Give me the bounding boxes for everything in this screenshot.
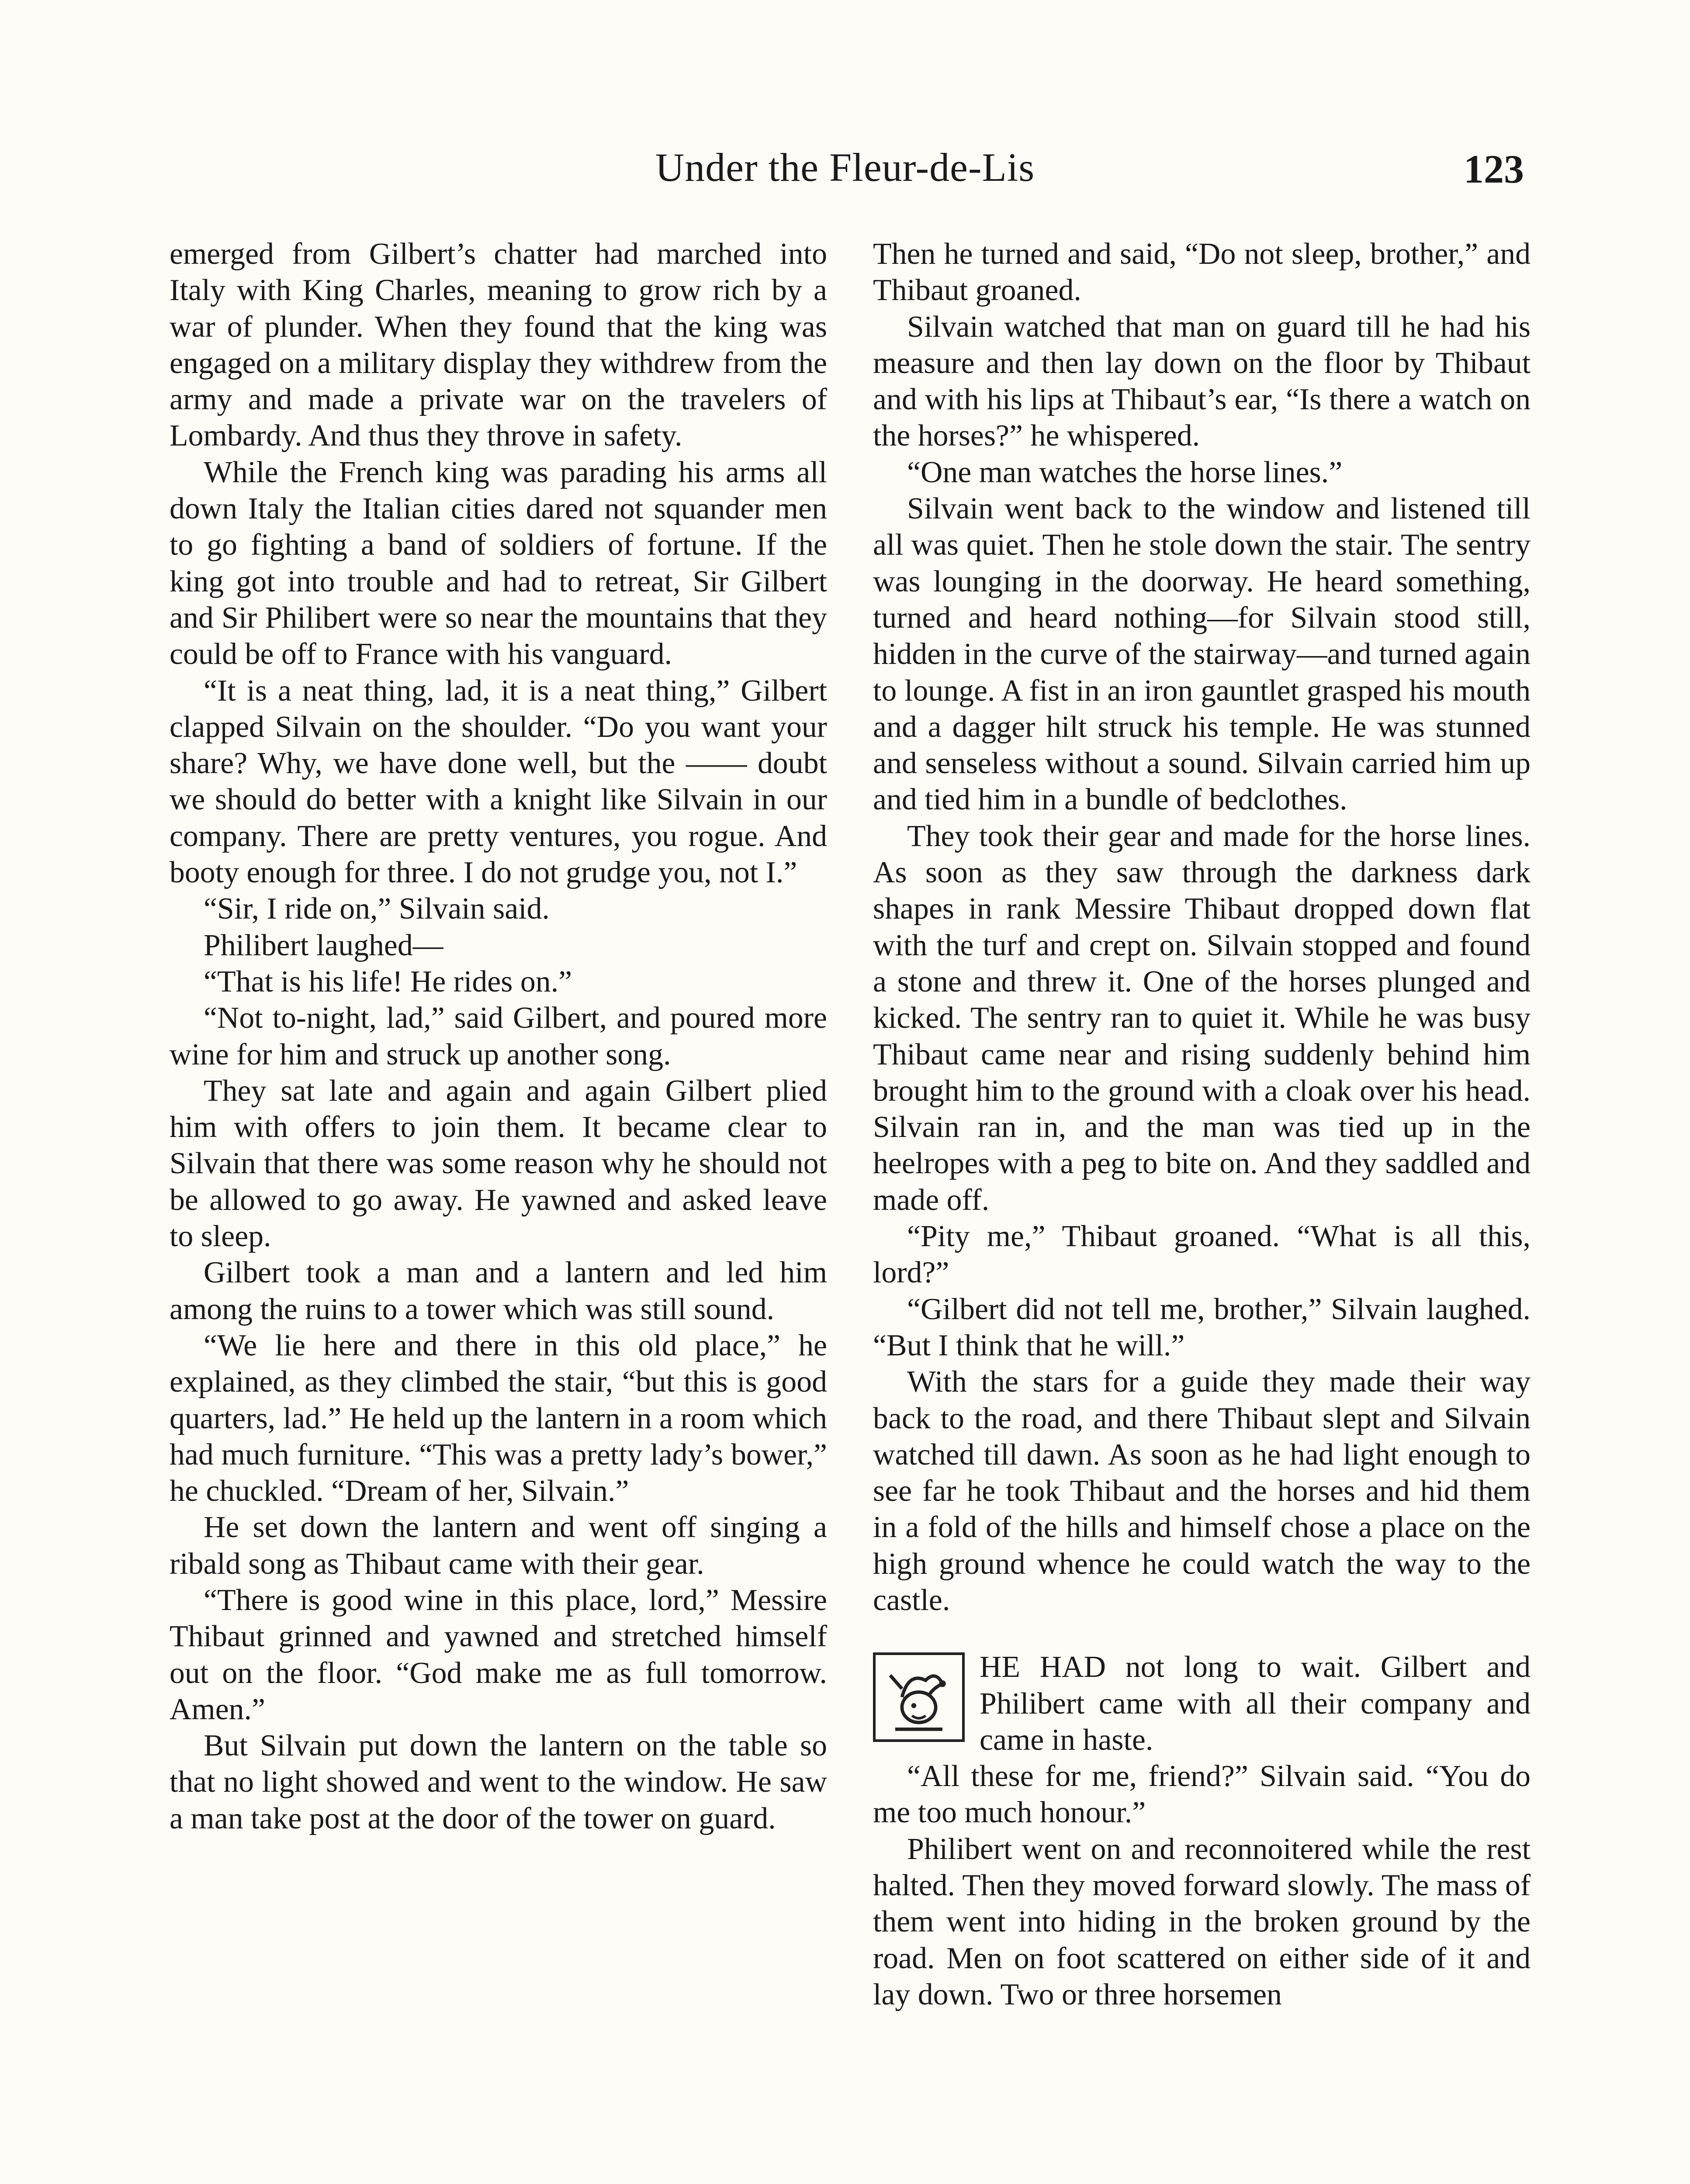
paragraph: “Sir, I ride on,” Silvain said.: [204, 892, 550, 926]
left-column: [170, 236, 827, 1837]
right-column: [873, 236, 1531, 2013]
paragraph: “There is good wine in this place, lord,” Messire Thibaut grinned and yawned and stretched himself out on the floor. “God make me as full tomorrow. Amen.”: [170, 1583, 827, 1726]
paragraph: Silvain watched that man on guard till he had his measure and then lay down on the floor by Thibaut and with his lips at Thibaut’s ear, “Is there a watch on the horses?” he whispered.: [873, 310, 1531, 453]
paragraph: Silvain went back to the window and listened till all was quiet. Then he stole down the stair. The sentry was lounging in the doorway. He heard something, turned and heard nothing—for Silvain stood still, hidden in the curve of the stairway—and turned again to lounge. A fist in an iron gauntlet grasped his mouth and a dagger hilt struck his temple. He was stunned and senseless without a sound. Silvain carried him up and tied him in a bundle of bedclothes.: [873, 492, 1531, 817]
paragraph: “Pity me,” Thibaut groaned. “What is all this, lord?”: [873, 1220, 1531, 1290]
paragraph: emerged from Gilbert’s chatter had marched into Italy with King Charles, meaning to grow rich by a war of plunder. When they found that the king was engaged on a military display they withdrew from the army and made a private war on the travelers of Lombardy. And thus they throve in safety.: [170, 237, 827, 453]
paragraph: He set down the lantern and went off singing a ribald song as Thibaut came with their gear.: [170, 1510, 827, 1581]
paragraph: “It is a neat thing, lad, it is a neat thing,” Gilbert clapped Silvain on the shoulder. “Do you want your share? Why, we have done well, but the —— doubt we should do better with a knight like Silvain in our company. There are pretty ventures, you rogue. And booty enough for three. I do not grudge you, not I.”: [170, 674, 827, 890]
paragraph: “One man watches the horse lines.”: [907, 455, 1343, 489]
paragraph: “All these for me, friend?” Silvain said. “You do me too much honour.”: [873, 1759, 1531, 1830]
paragraph: With the stars for a guide they made their way back to the road, and there Thibaut slept and Silvain watched till dawn. As soon as he had light enough to see far he took Thibaut and the horses and hid them in a fold of the hills and himself chose a place on the high ground whence he could watch the way to the castle.: [873, 1365, 1531, 1617]
page-header: [0, 144, 1690, 197]
paragraph: While the French king was parading his arms all down Italy the Italian cities dared not squander men to go fighting a band of soldiers of fortune. If the king got into trouble and had to retreat, Sir Gilbert and Sir Philibert were so near the mountains that they could be off to France with his vanguard.: [170, 455, 827, 671]
paragraph: “We lie here and there in this old place,” he explained, as they climbed the stair, “but this is good quarters, lad.” He held up the lantern in a room which had much furniture. “This was a pretty lady’s bower,” he chuckled. “Dream of her, Silvain.”: [170, 1328, 827, 1508]
decorative-initial-jester-icon: [873, 1652, 965, 1742]
paragraph: They sat late and again and again Gilbert plied him with offers to join them. It became clear to Silvain that there was some reason why he should not be allowed to go away. He yawned and asked leave to sleep.: [170, 1074, 827, 1254]
paragraph: Gilbert took a man and a lantern and led him among the ruins to a tower which was still sound.: [170, 1256, 827, 1326]
paragraph: “That is his life! He rides on.”: [204, 964, 572, 999]
page-number: 123: [1464, 147, 1524, 191]
paragraph: But Silvain put down the lantern on the table so that no light showed and went to the window. He saw a man take post at the door of the tower on guard.: [170, 1729, 827, 1835]
paragraph: Then he turned and said, “Do not sleep, brother,” and Thibaut groaned.: [873, 237, 1531, 308]
paragraph: Philibert laughed—: [204, 928, 443, 962]
paragraph: Philibert went on and reconnoitered while the rest halted. Then they moved forward slowly. The mass of them went into hiding in the broken ground by the road. Men on foot scattered on either side of it and lay down. Two or three horsemen: [873, 1832, 1531, 2011]
drop-cap-paragraph: [873, 1649, 1531, 1758]
paragraph: They took their gear and made for the horse lines. As soon as they saw through the darkness dark shapes in rank Messire Thibaut dropped down flat with the turf and crept on. Silvain stopped and found a stone and threw it. One of the horses plunged and kicked. The sentry ran to quiet it. While he was busy Thibaut came near and rising suddenly behind him brought him to the ground with a cloak over his head. Silvain ran in, and the man was tied up in the heelropes with a peg to bite on. And they saddled and made off.: [873, 819, 1531, 1217]
running-title: Under the Fleur-de-Lis: [655, 145, 1035, 190]
paragraph: “Gilbert did not tell me, brother,” Silvain laughed. “But I think that he will.”: [873, 1292, 1531, 1362]
drop-paragraph-text: HE HAD not long to wait. Gilbert and Philibert came with all their company and came in haste.: [980, 1650, 1531, 1757]
paragraph: “Not to-night, lad,” said Gilbert, and poured more wine for him and struck up another song.: [170, 1001, 827, 1071]
